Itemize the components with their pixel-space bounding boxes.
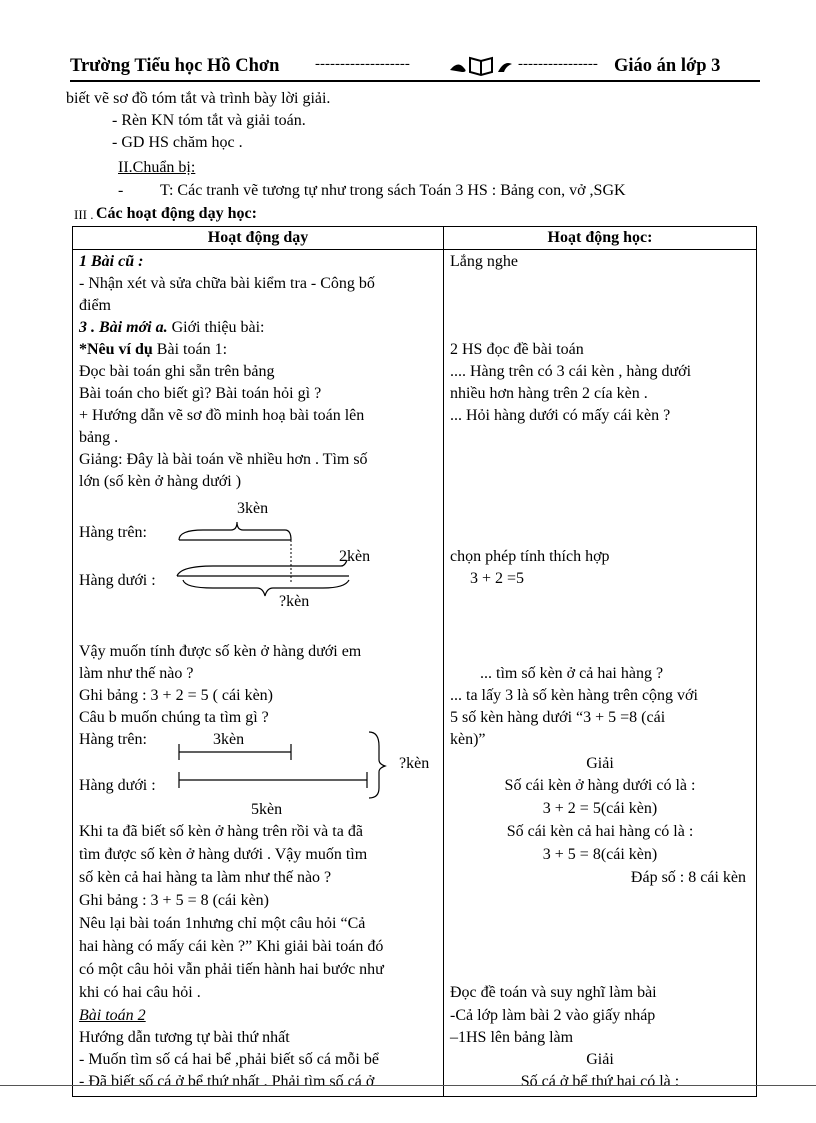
prep-bullet: - [118, 182, 124, 199]
teacher-line: Đọc bài toán ghi sẵn trên bảng [79, 363, 275, 380]
solution-title: Giải [586, 755, 614, 772]
example-line [79, 339, 227, 361]
student-column [444, 250, 757, 1097]
teacher-line: Câu b muốn chúng ta tìm gì ? [79, 709, 269, 726]
teacher-line: Ghi bảng : 3 + 2 = 5 ( cái kèn) [79, 687, 273, 704]
teacher-line: hai hàng có mấy cái kèn ?” Khi giải bài toán đó [79, 938, 384, 955]
diagram2-top-label: 3kèn [213, 731, 245, 748]
teacher-column [73, 250, 444, 1097]
teacher-line: có một câu hỏi vẫn phải tiến hành hai bước như [79, 961, 384, 978]
intro-line-3: - GD HS chăm học . [112, 134, 243, 151]
diagram2-segments [173, 730, 393, 800]
page-header [70, 52, 760, 82]
teacher-line: điểm [79, 297, 111, 314]
diagram1-top-label: 3kèn [237, 500, 269, 517]
diagram2-question-label: ?kèn [399, 755, 430, 772]
example-title: *Nêu ví dụ [79, 341, 153, 358]
page-bottom-rule [0, 1085, 816, 1086]
grade-label: Giáo án lớp 3 [614, 56, 721, 76]
student-line: Số cái kèn ở hàng dưới có là : [504, 777, 696, 794]
new-lesson-intro: Giới thiệu bài: [171, 319, 265, 336]
student-line: Lắng nghe [450, 253, 518, 270]
section-activities-title: Các hoạt động dạy học: [96, 205, 257, 222]
diagram1-bottom-label: ?kèn [279, 593, 310, 610]
section-activities-number: III . [74, 207, 94, 222]
teacher-line: lớn (số kèn ở hàng dưới ) [79, 473, 242, 490]
diagram2-bottom-label: 5kèn [251, 801, 283, 818]
student-line: Đọc đề toán và suy nghĩ làm bài [450, 984, 657, 1001]
prep-text: T: Các tranh vẽ tương tự như trong sách Toán 3 HS : Bảng con, vở ,SGK [160, 182, 626, 199]
teacher-line: số kèn cả hai hàng ta làm như thế nào ? [79, 869, 332, 886]
teacher-line: Giảng: Đây là bài toán về nhiều hơn . Tìm số [79, 451, 368, 468]
teacher-line: Khi ta đã biết số kèn ở hàng trên rồi và ta đã [79, 823, 363, 840]
teacher-line: làm như thế nào ? [79, 665, 194, 682]
teacher-line: Ghi bảng : 3 + 5 = 8 (cái kèn) [79, 892, 269, 909]
answer-line: Đáp số : 8 cái kèn [630, 869, 746, 886]
diagram1-row-top: Hàng trên: [79, 524, 147, 541]
intro-line-2: - Rèn KN tóm tắt và giải toán. [112, 112, 306, 129]
new-lesson-title: 3 . Bài mới [79, 319, 152, 336]
student-line: kèn)” [450, 731, 486, 748]
student-line: –1HS lên bảng làm [450, 1029, 574, 1046]
teacher-line: Hướng dẫn tương tự bài thứ nhất [79, 1029, 290, 1046]
student-line: ... ta lấy 3 là số kèn hàng trên cộng với [450, 687, 698, 704]
activities-table [72, 226, 757, 1097]
section-prep-title: II.Chuẩn bị: [118, 159, 196, 176]
new-lesson-line [79, 317, 264, 339]
teacher-line: Nêu lại bài toán 1nhưng chỉ một câu hỏi “Cả [79, 915, 366, 932]
teacher-line: Vậy muốn tính được số kèn ở hàng dưới em [79, 643, 362, 660]
student-line: .... Hàng trên có 3 cái kèn , hàng dưới [450, 363, 692, 380]
diagram1-row-bottom: Hàng dưới : [79, 572, 156, 589]
header-dashes-left: ------------------- [315, 56, 410, 72]
teacher-line: + Hướng dẫn vẽ sơ đồ minh hoạ bài toán lên [79, 407, 365, 424]
teacher-line: Bài toán cho biết gì? Bài toán hỏi gì ? [79, 385, 322, 402]
school-name: Trường Tiểu học Hồ Chơn [70, 56, 280, 76]
student-line: Số cá ở bể thứ hai có là : [520, 1073, 680, 1090]
student-line: ... Hỏi hàng dưới có mấy cái kèn ? [450, 407, 671, 424]
teacher-line: - Muốn tìm số cá hai bể ,phải biết số cá mỗi bể [79, 1051, 379, 1068]
old-lesson-title: 1 Bài cũ : [79, 253, 144, 270]
book-ornament-icon [448, 52, 516, 78]
student-line: 5 số kèn hàng dưới “3 + 5 =8 (cái [450, 709, 666, 726]
teacher-line: bảng . [79, 429, 119, 446]
teacher-line: tìm được số kèn ở hàng dưới . Vậy muốn tìm [79, 846, 368, 863]
solution-title: Giải [586, 1051, 614, 1068]
teacher-line: - Đã biết số cá ở bể thứ nhất . Phải tìm số cá ở [79, 1073, 375, 1090]
header-dashes-right: ---------------- [518, 56, 598, 72]
teacher-line: - Nhận xét và sửa chữa bài kiểm tra - Công bố [79, 275, 375, 292]
diagram1-segments [173, 518, 363, 598]
header-teacher: Hoạt động dạy [73, 227, 444, 250]
student-line: Số cái kèn cả hai hàng có là : [506, 823, 694, 840]
teacher-line: khi có hai câu hỏi . [79, 984, 201, 1001]
student-line: 2 HS đọc đề bài toán [450, 341, 584, 358]
student-line: chọn phép tính thích hợp [450, 548, 610, 565]
problem-1-label: Bài toán 1: [156, 341, 228, 358]
diagram2-row-top: Hàng trên: [79, 731, 147, 748]
new-lesson-part: a. [155, 319, 168, 336]
student-line: -Cả lớp làm bài 2 vào giấy nháp [450, 1007, 656, 1024]
student-line: 3 + 5 = 8(cái kèn) [542, 846, 658, 863]
student-line: ... tìm số kèn ở cả hai hàng ? [480, 665, 664, 682]
student-line: nhiều hơn hàng trên 2 cía kèn . [450, 385, 648, 402]
diagram1-mid-label: 2kèn [339, 548, 371, 565]
problem-2-title: Bài toán 2 [79, 1007, 146, 1024]
intro-line-1: biết vẽ sơ đồ tóm tắt và trình bày lời giải. [66, 90, 331, 107]
student-line: 3 + 2 =5 [470, 570, 525, 587]
diagram2-row-bottom: Hàng dưới : [79, 777, 156, 794]
student-line: 3 + 2 = 5(cái kèn) [542, 800, 658, 817]
header-student: Hoạt động học: [444, 227, 757, 250]
